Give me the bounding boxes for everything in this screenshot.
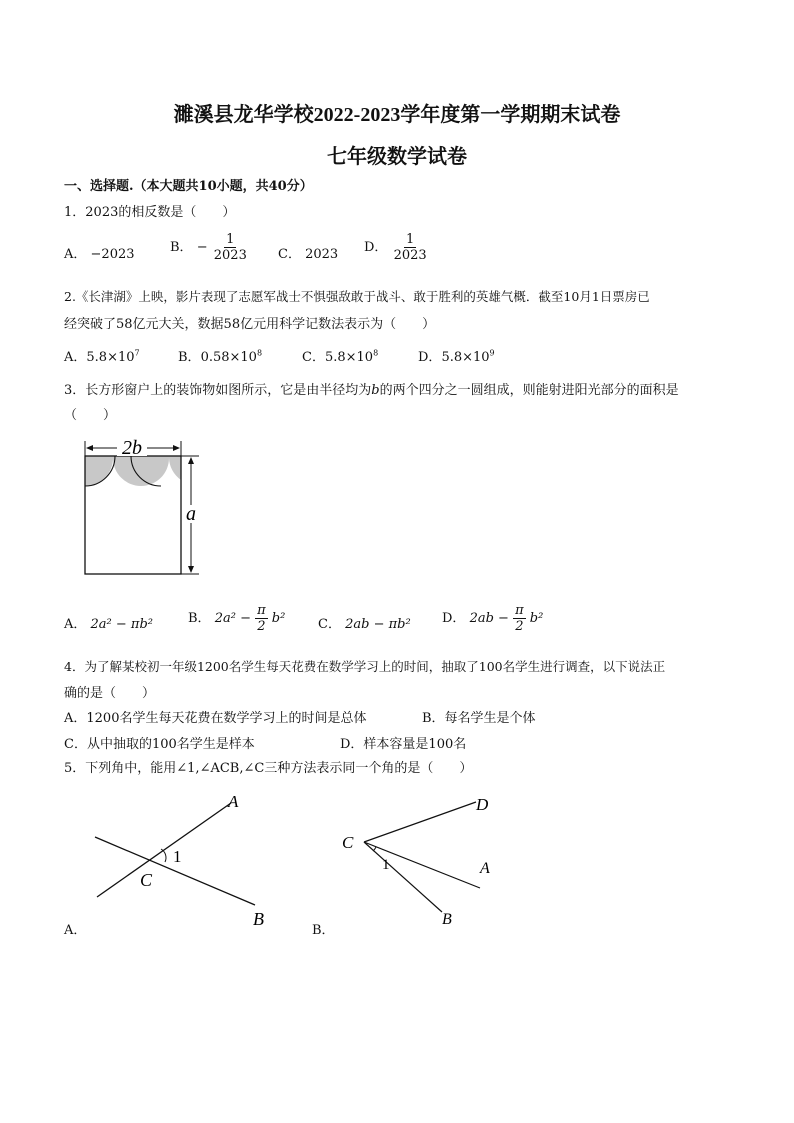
q3-top-arrow-right xyxy=(173,445,180,451)
q2-d-base: 5.8×10 xyxy=(441,350,490,365)
q2-line2: 经突破了58亿元大关，数据58亿元用科学记数法表示为（ ） xyxy=(64,317,436,332)
q4-option-d: D．样本容量是100名 xyxy=(340,737,467,752)
q5b-label-one: 1 xyxy=(382,857,390,873)
q5-figure-a xyxy=(85,785,285,935)
q1-b-label: B． xyxy=(170,240,193,255)
q5b-label-C: C xyxy=(342,833,354,852)
q2-c-exp: 8 xyxy=(373,348,379,358)
q3-d-denominator: 2 xyxy=(515,619,524,634)
q2-line1: 2.《长津湖》上映，影片表现了志愿军战士不惧强敌敢于战斗、敢于胜利的英雄气概．截至10月1日票房已 xyxy=(64,289,650,304)
q1-stem: 1．2023的相反数是（ ） xyxy=(64,205,236,220)
q4-line1: 4．为了解某校初一年级1200名学生每天花费在数学学习上的时间，抽取了100名学生进行调查，以下说法正 xyxy=(64,659,666,674)
q3-d-label: D． xyxy=(442,611,466,626)
q5a-label-A: A xyxy=(228,792,239,811)
q1-b-denominator: 2023 xyxy=(213,248,247,263)
q1-option-c xyxy=(278,243,338,262)
q2-a-base: 5.8×10 xyxy=(86,350,135,365)
q1-c-text: 2023 xyxy=(305,247,339,262)
q1-option-d xyxy=(364,232,429,263)
q2-c-base: 5.8×10 xyxy=(324,350,374,365)
q5-stem: 5．下列角中，能用∠1,∠ACB,∠C三种方法表示同一个角的是（ ） xyxy=(64,761,473,776)
q3-c-label: C． xyxy=(318,617,341,632)
q5a-label-one: 1 xyxy=(173,847,182,866)
q3-d-fraction xyxy=(513,603,526,634)
q5b-label-B: B xyxy=(442,911,452,928)
q5-figure-b xyxy=(338,790,508,930)
q3-d-pre: 2ab − xyxy=(469,611,509,626)
exam-subtitle: 七年级数学试卷 xyxy=(327,146,467,168)
q1-d-fraction xyxy=(392,232,429,263)
q2-option-c xyxy=(302,346,378,365)
q3-line2: （ ） xyxy=(64,408,117,423)
q5-option-b-label: B． xyxy=(312,923,335,938)
q2-option-b xyxy=(178,346,262,365)
q3-label-a: a xyxy=(186,503,196,525)
q3-label-2b: 2b xyxy=(122,437,142,459)
q1-b-numerator: 1 xyxy=(226,232,235,247)
q1-a-text: −2023 xyxy=(90,247,135,262)
q2-b-exp: 8 xyxy=(256,348,263,358)
exam-title: 濉溪县龙华学校2022-2023学年度第一学期期末试卷 xyxy=(173,104,621,126)
q3-b-fraction xyxy=(255,603,268,634)
q5a-ray-ca xyxy=(97,803,231,897)
q3-shaded-region xyxy=(85,456,181,486)
q4-option-a: A．1200名学生每天花费在数学学习上的时间是总体 xyxy=(64,711,367,726)
q3-top-arrow-left xyxy=(86,445,93,451)
section-heading: 一、选择题.（本大题共10小题，共40分） xyxy=(64,179,313,194)
q3-line1-var: b xyxy=(371,383,380,398)
q3-b-label: B． xyxy=(188,611,211,626)
q3-side-arrow-top xyxy=(188,457,194,464)
q5b-label-D: D xyxy=(476,795,489,814)
q1-b-sign: − xyxy=(196,240,208,255)
q5a-label-B: B xyxy=(253,909,264,929)
q1-b-fraction xyxy=(212,232,249,263)
q3-option-a xyxy=(64,613,153,632)
q5b-label-A: A xyxy=(480,860,490,877)
q3-line1-post: 的两个四分之一圆组成，则能射进阳光部分的面积是 xyxy=(379,383,679,398)
q2-d-exp: 9 xyxy=(489,348,495,358)
q4-option-b: B．每名学生是个体 xyxy=(422,711,536,726)
q1-option-a xyxy=(64,243,135,262)
q3-window-figure xyxy=(78,430,208,580)
q2-a-label: A． xyxy=(64,350,87,365)
q3-a-text: 2a² − πb² xyxy=(90,617,153,632)
q3-b-pre: 2a² − xyxy=(214,611,251,626)
q3-d-post: b² xyxy=(529,611,544,626)
q3-b-denominator: 2 xyxy=(257,619,266,634)
q2-option-a xyxy=(64,346,140,365)
q2-option-d xyxy=(418,346,495,365)
q5a-label-C: C xyxy=(140,870,153,890)
q3-option-b xyxy=(188,603,285,634)
q3-option-c xyxy=(318,613,411,632)
q3-a-label: A． xyxy=(64,617,87,632)
q1-d-label: D． xyxy=(364,240,388,255)
q5-option-a-label: A． xyxy=(64,923,87,938)
q3-line1-pre: 3．长方形窗户上的装饰物如图所示，它是由半径均为 xyxy=(64,383,372,398)
q3-option-d xyxy=(442,603,543,634)
q5b-ray-cd xyxy=(364,802,476,842)
q1-option-b xyxy=(170,232,249,263)
q2-b-label: B． xyxy=(178,350,201,365)
q3-line1 xyxy=(64,379,679,398)
q3-c-text: 2ab − πb² xyxy=(345,617,411,632)
q5b-ray-cb xyxy=(364,842,442,912)
q4-option-c: C．从中抽取的100名学生是样本 xyxy=(64,737,255,752)
q5b-angle-arc xyxy=(373,847,376,851)
q2-b-base: 0.58×10 xyxy=(200,350,257,365)
q1-d-numerator: 1 xyxy=(405,232,415,247)
q1-d-denominator: 2023 xyxy=(393,248,427,263)
q2-c-label: C． xyxy=(302,350,325,365)
q2-d-label: D． xyxy=(418,350,442,365)
q3-d-numerator: π xyxy=(515,603,524,618)
q4-line2: 确的是（ ） xyxy=(64,686,156,701)
q3-side-arrow-bottom xyxy=(188,566,194,573)
q2-a-exp: 7 xyxy=(134,348,140,358)
q3-b-post: b² xyxy=(271,611,286,626)
q1-a-label: A． xyxy=(64,247,87,262)
q1-c-label: C． xyxy=(278,247,301,262)
q3-b-numerator: π xyxy=(257,603,266,618)
